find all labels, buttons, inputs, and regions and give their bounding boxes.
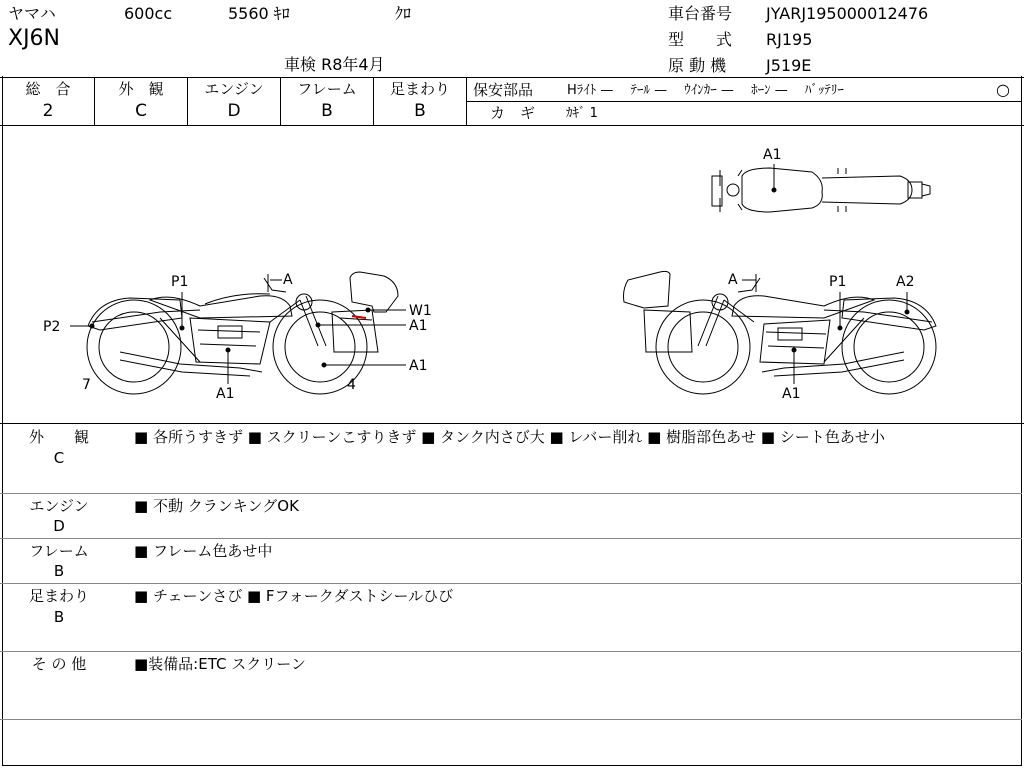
grade-value-frame: B [321, 101, 333, 121]
displacement: 600cc [124, 4, 173, 23]
callout-a1-low: A1 [409, 358, 428, 374]
note-label-other: そ の 他 [31, 655, 87, 673]
note-text-other: ■装備品:ETC スクリーン [134, 655, 306, 673]
grade-value-total: 2 [42, 101, 54, 121]
callout-a-right: A [728, 272, 738, 288]
note-label-engine: エンジン [29, 497, 89, 515]
callout-w1: W1 [409, 303, 432, 319]
note-text-exterior: ■ 各所うすきず ■ スクリーンこすりきず ■ タンク内さび大 ■ レバー削れ ■ 樹脂部色あせ ■ シート色あせ小 [134, 428, 885, 446]
motorcycle-left-view [87, 272, 398, 394]
inspection-date: 車検 R8年4月 [284, 55, 385, 74]
key-value: ｶｷﾞ 1 [566, 106, 598, 121]
grade-value-engine: D [227, 101, 241, 121]
frame-number-label: 車台番号 [668, 4, 733, 23]
note-grade-exterior: C [53, 449, 65, 467]
safety-label: 保安部品 [473, 81, 534, 99]
callout-p1-left: P1 [171, 274, 189, 290]
grade-label-total: 総 合 [25, 80, 71, 98]
mileage: 5560 ｷﾛ [228, 4, 290, 23]
frame-number: JYARJ195000012476 [766, 4, 929, 23]
key-label: カ ギ [490, 104, 536, 122]
note-grade-frame: B [53, 562, 65, 580]
grade-label-frame: フレーム [297, 80, 357, 98]
callout-rear-tire: 7 [82, 377, 91, 393]
color: ｸﾛ [395, 4, 412, 23]
safety-items: Hﾗｲﾄ — ﾃｰﾙ — ｳｲﾝｶｰ — ﾎｰﾝ — ﾊﾞｯﾃﾘｰ [567, 83, 844, 98]
note-text-suspension: ■ チェーンさび ■ Fフォークダストシールひび [134, 587, 454, 605]
note-label-frame: フレーム [29, 542, 89, 560]
callout-p1-right: P1 [829, 274, 847, 290]
motorcycle-right-view [624, 271, 937, 394]
engine-value: J519E [766, 56, 812, 75]
maker: ヤマハ [8, 4, 56, 23]
callout-a1-mid: A1 [409, 318, 428, 334]
note-grade-engine: D [53, 517, 65, 535]
note-grade-suspension: B [53, 608, 65, 626]
engine-label: 原 動 機 [668, 56, 727, 75]
note-label-suspension: 足まわり [28, 587, 89, 605]
callout-a1-right-bottom: A1 [782, 386, 801, 402]
callout-a1-top: A1 [763, 147, 782, 163]
callout-leaders [70, 164, 909, 384]
note-text-frame: ■ フレーム色あせ中 [134, 542, 273, 560]
grade-value-suspension: B [414, 101, 426, 121]
callout-front-tire: 4 [347, 377, 356, 393]
callout-p2: P2 [43, 319, 61, 335]
note-label-exterior: 外 観 [28, 428, 89, 446]
note-text-engine: ■ 不動 クランキングOK [134, 497, 299, 515]
type-label: 型 式 [668, 30, 733, 49]
grade-label-engine: エンジン [204, 80, 264, 98]
grade-label-exterior: 外 観 [118, 80, 164, 98]
grade-value-exterior: C [135, 101, 147, 121]
motorcycle-top-view [712, 168, 930, 212]
damage-mark [352, 316, 366, 318]
callout-a2: A2 [896, 274, 915, 290]
model-name: XJ6N [8, 26, 61, 51]
battery-mark: ○ [996, 80, 1010, 99]
callout-a1-left-bottom: A1 [216, 386, 235, 402]
grade-label-suspension: 足まわり [389, 80, 450, 98]
type-value: RJ195 [766, 30, 813, 49]
callout-a-left: A [283, 272, 293, 288]
